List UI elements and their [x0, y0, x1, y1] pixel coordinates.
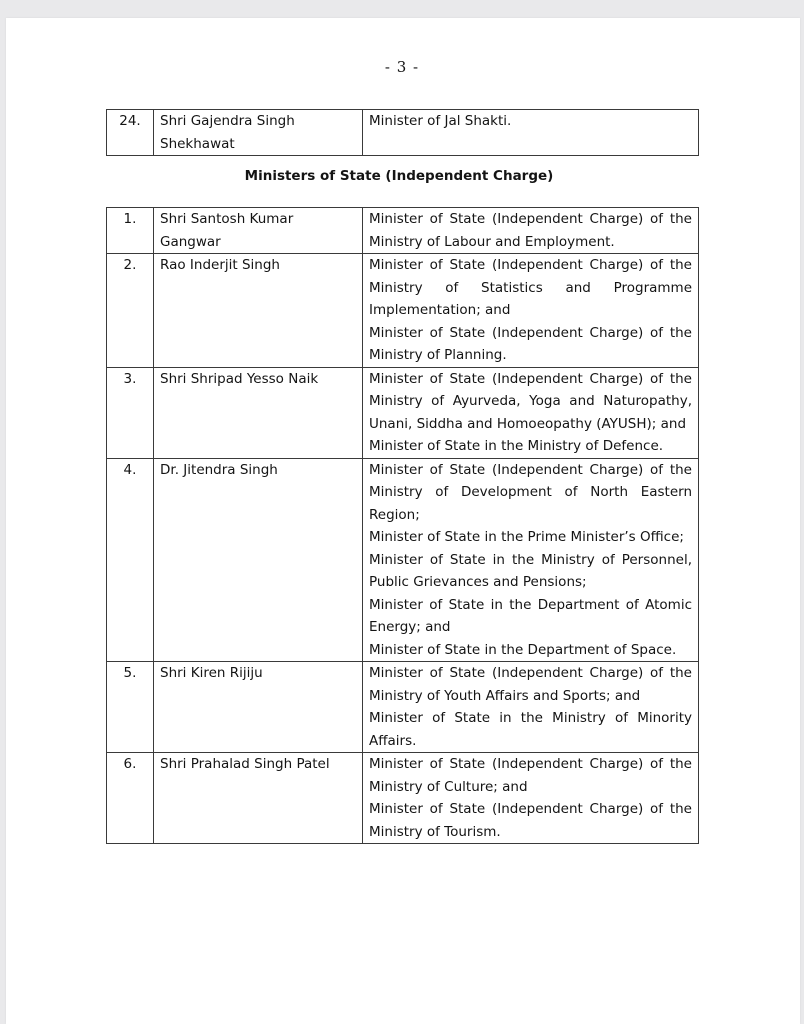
minister-table-top-body: [107, 110, 699, 156]
portfolio-line: Minister of State (Independent Charge) of the Ministry of Tourism.: [369, 801, 692, 840]
minister-name: Rao Inderjit Singh: [154, 254, 363, 368]
serial-number: 1.: [107, 208, 154, 254]
ministers-of-state-table-body: [107, 208, 699, 844]
portfolio-cell: [363, 110, 699, 156]
portfolio-line: Minister of State (Independent Charge) of the Ministry of Development of North Eastern Region;: [369, 461, 692, 523]
portfolio-cell: [363, 662, 699, 753]
minister-name: Shri Prahalad Singh Patel: [154, 753, 363, 844]
portfolio-line: Minister of State in the Prime Minister’s Office;: [369, 529, 684, 545]
portfolio-cell: [363, 753, 699, 844]
table-row: [107, 458, 699, 662]
serial-number: 2.: [107, 254, 154, 368]
portfolio-line: Minister of State in the Ministry of Defence.: [369, 438, 664, 454]
minister-name: Shri Santosh Kumar Gangwar: [154, 208, 363, 254]
minister-name: Shri Kiren Rijiju: [154, 662, 363, 753]
minister-name: Dr. Jitendra Singh: [154, 458, 363, 662]
portfolio-line: Minister of Jal Shakti.: [369, 113, 512, 129]
serial-number: 5.: [107, 662, 154, 753]
portfolio-line: Minister of State (Independent Charge) of the Ministry of Labour and Employment.: [369, 211, 692, 250]
ministers-of-state-table: [106, 207, 699, 844]
page-number: - 3 -: [384, 58, 420, 76]
table-row: [107, 208, 699, 254]
minister-table-top: [106, 109, 699, 156]
table-row: [107, 254, 699, 368]
minister-name: Shri Shripad Yesso Naik: [154, 367, 363, 458]
table-row: [107, 662, 699, 753]
table-row: [107, 367, 699, 458]
portfolio-line: Minister of State (Independent Charge) of the Ministry of Statistics and Programme Implementation; and: [369, 257, 692, 318]
portfolio-cell: [363, 254, 699, 368]
portfolio-cell: [363, 208, 699, 254]
portfolio-line: Minister of State in the Department of Space.: [369, 641, 677, 658]
section-heading: Ministers of State (Independent Charge): [244, 168, 554, 184]
serial-number: 24.: [107, 110, 154, 156]
portfolio-line: Minister of State in the Ministry of Personnel, Public Grievances and Pensions;: [369, 551, 692, 590]
portfolio-line: Minister of State (Independent Charge) of the Ministry of Ayurveda, Yoga and Naturopathy, Unani, Siddha and Homoeopathy (AYUSH); and: [369, 370, 692, 432]
portfolio-line: Minister of State (Independent Charge) of the Ministry of Culture; and: [369, 756, 692, 795]
table-row: [107, 110, 699, 156]
portfolio-line: Minister of State in the Department of Atomic Energy; and: [369, 596, 692, 635]
portfolio-cell: [363, 458, 699, 662]
portfolio-line: Minister of State (Independent Charge) of the Ministry of Planning.: [369, 324, 692, 363]
table-row: [107, 753, 699, 844]
serial-number: 4.: [107, 458, 154, 662]
portfolio-line: Minister of State in the Ministry of Minority Affairs.: [369, 710, 692, 749]
minister-name: Shri Gajendra Singh Shekhawat: [154, 110, 363, 156]
serial-number: 3.: [107, 367, 154, 458]
serial-number: 6.: [107, 753, 154, 844]
portfolio-line: Minister of State (Independent Charge) of the Ministry of Youth Affairs and Sports; and: [369, 665, 692, 704]
portfolio-cell: [363, 367, 699, 458]
